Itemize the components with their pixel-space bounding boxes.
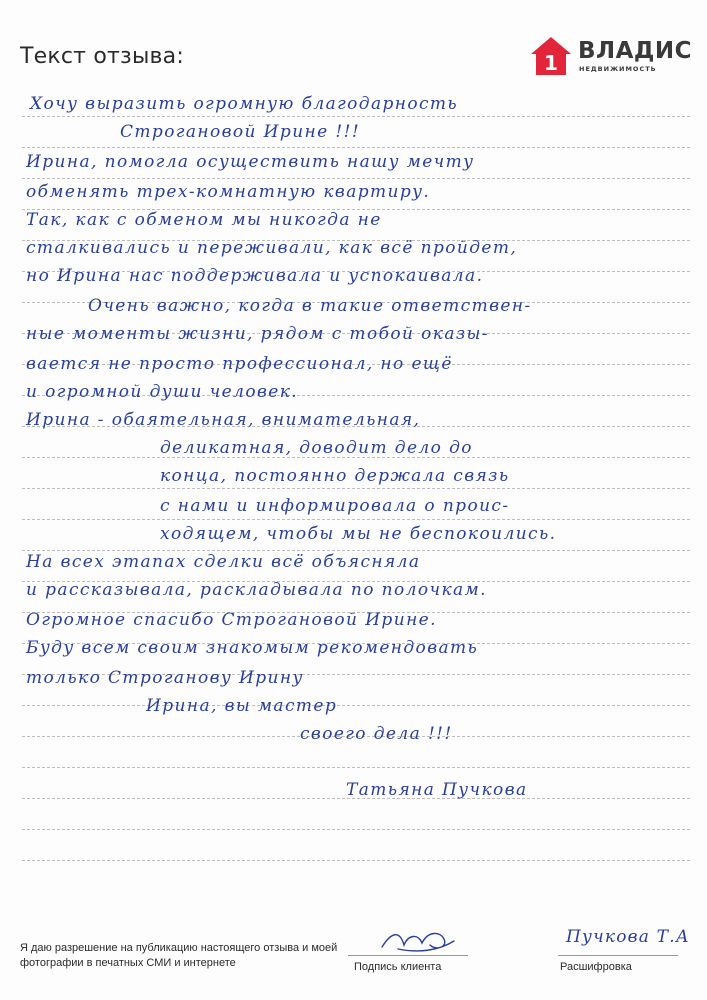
decoded-name: Пучкова Т.А: [566, 927, 690, 947]
ruled-line: [22, 829, 690, 830]
reviewer-name: Татьяна Пучкова: [346, 780, 528, 800]
handwritten-line: только Строганову Ирину: [26, 668, 304, 688]
handwritten-line: вается не просто профессионал, но ещё: [26, 354, 453, 374]
brand-subtitle: НЕДВИЖИМОСТЬ: [579, 65, 657, 73]
signature-caption: Подпись клиента: [354, 961, 442, 973]
handwritten-line: Ирина, вы мастер: [146, 696, 338, 716]
signature-line: [348, 955, 468, 956]
handwritten-line: обменять трех-комнатную квартиру.: [26, 182, 431, 202]
handwritten-line: но Ирина нас поддерживала и успокаивала.: [26, 266, 484, 286]
ruled-line: [22, 488, 690, 489]
handwritten-line: своего дела !!!: [300, 724, 453, 744]
publication-consent-text: Я даю разрешение на публикацию настоящего отзыва и моей фотографии в печатных СМИ и интернете: [20, 942, 338, 969]
brand-name: ВЛАДИС: [578, 38, 693, 64]
handwritten-line: На всех этапах сделки всё объясняла: [26, 552, 421, 572]
handwritten-line: Хочу выразить огромную благодарность: [30, 94, 459, 114]
ruled-line: [22, 767, 690, 768]
signature-mark: [378, 927, 458, 955]
handwritten-line: Очень важно, когда в такие ответствен-: [88, 296, 532, 316]
vladis-logo: [530, 36, 693, 76]
handwritten-line: и рассказывала, раскладывала по полочкам.: [26, 580, 487, 600]
handwritten-line: ходящем, чтобы мы не беспокоились.: [160, 524, 557, 544]
handwritten-line: конца, постоянно держала связь: [160, 466, 510, 486]
house-logo-icon: [530, 36, 572, 76]
ruled-line: [22, 178, 690, 179]
handwritten-line: Огромное спасибо Строгановой Ирине.: [26, 610, 437, 630]
ruled-line: [22, 116, 690, 117]
handwritten-line: с нами и информировала о проис-: [160, 496, 510, 516]
logo-number: 1: [544, 51, 558, 75]
ruled-writing-area: [22, 82, 690, 902]
handwritten-line: Буду всем своим знакомым рекомендовать: [26, 638, 479, 658]
handwritten-line: ные моменты жизни, рядом с тобой оказы-: [26, 324, 489, 344]
ruled-line: [22, 860, 690, 861]
handwritten-line: Ирина, помогла осуществить нашу мечту: [26, 152, 475, 172]
ruled-line: [22, 705, 690, 706]
form-title: Текст отзыва:: [20, 44, 184, 69]
handwritten-line: и огромной души человек.: [26, 382, 299, 402]
handwritten-line: Строгановой Ирине !!!: [120, 122, 361, 142]
decoding-caption: Расшифровка: [560, 961, 632, 973]
handwritten-line: сталкивались и переживали, как всё пройдет,: [26, 238, 518, 258]
ruled-line: [22, 519, 690, 520]
decoding-line: [558, 955, 678, 956]
handwritten-line: Так, как с обменом мы никогда не: [26, 210, 382, 230]
handwritten-line: деликатная, доводит дело до: [160, 438, 473, 458]
ruled-line: [22, 550, 690, 551]
ruled-line: [22, 147, 690, 148]
handwritten-line: Ирина - обаятельная, внимательная,: [26, 410, 421, 430]
